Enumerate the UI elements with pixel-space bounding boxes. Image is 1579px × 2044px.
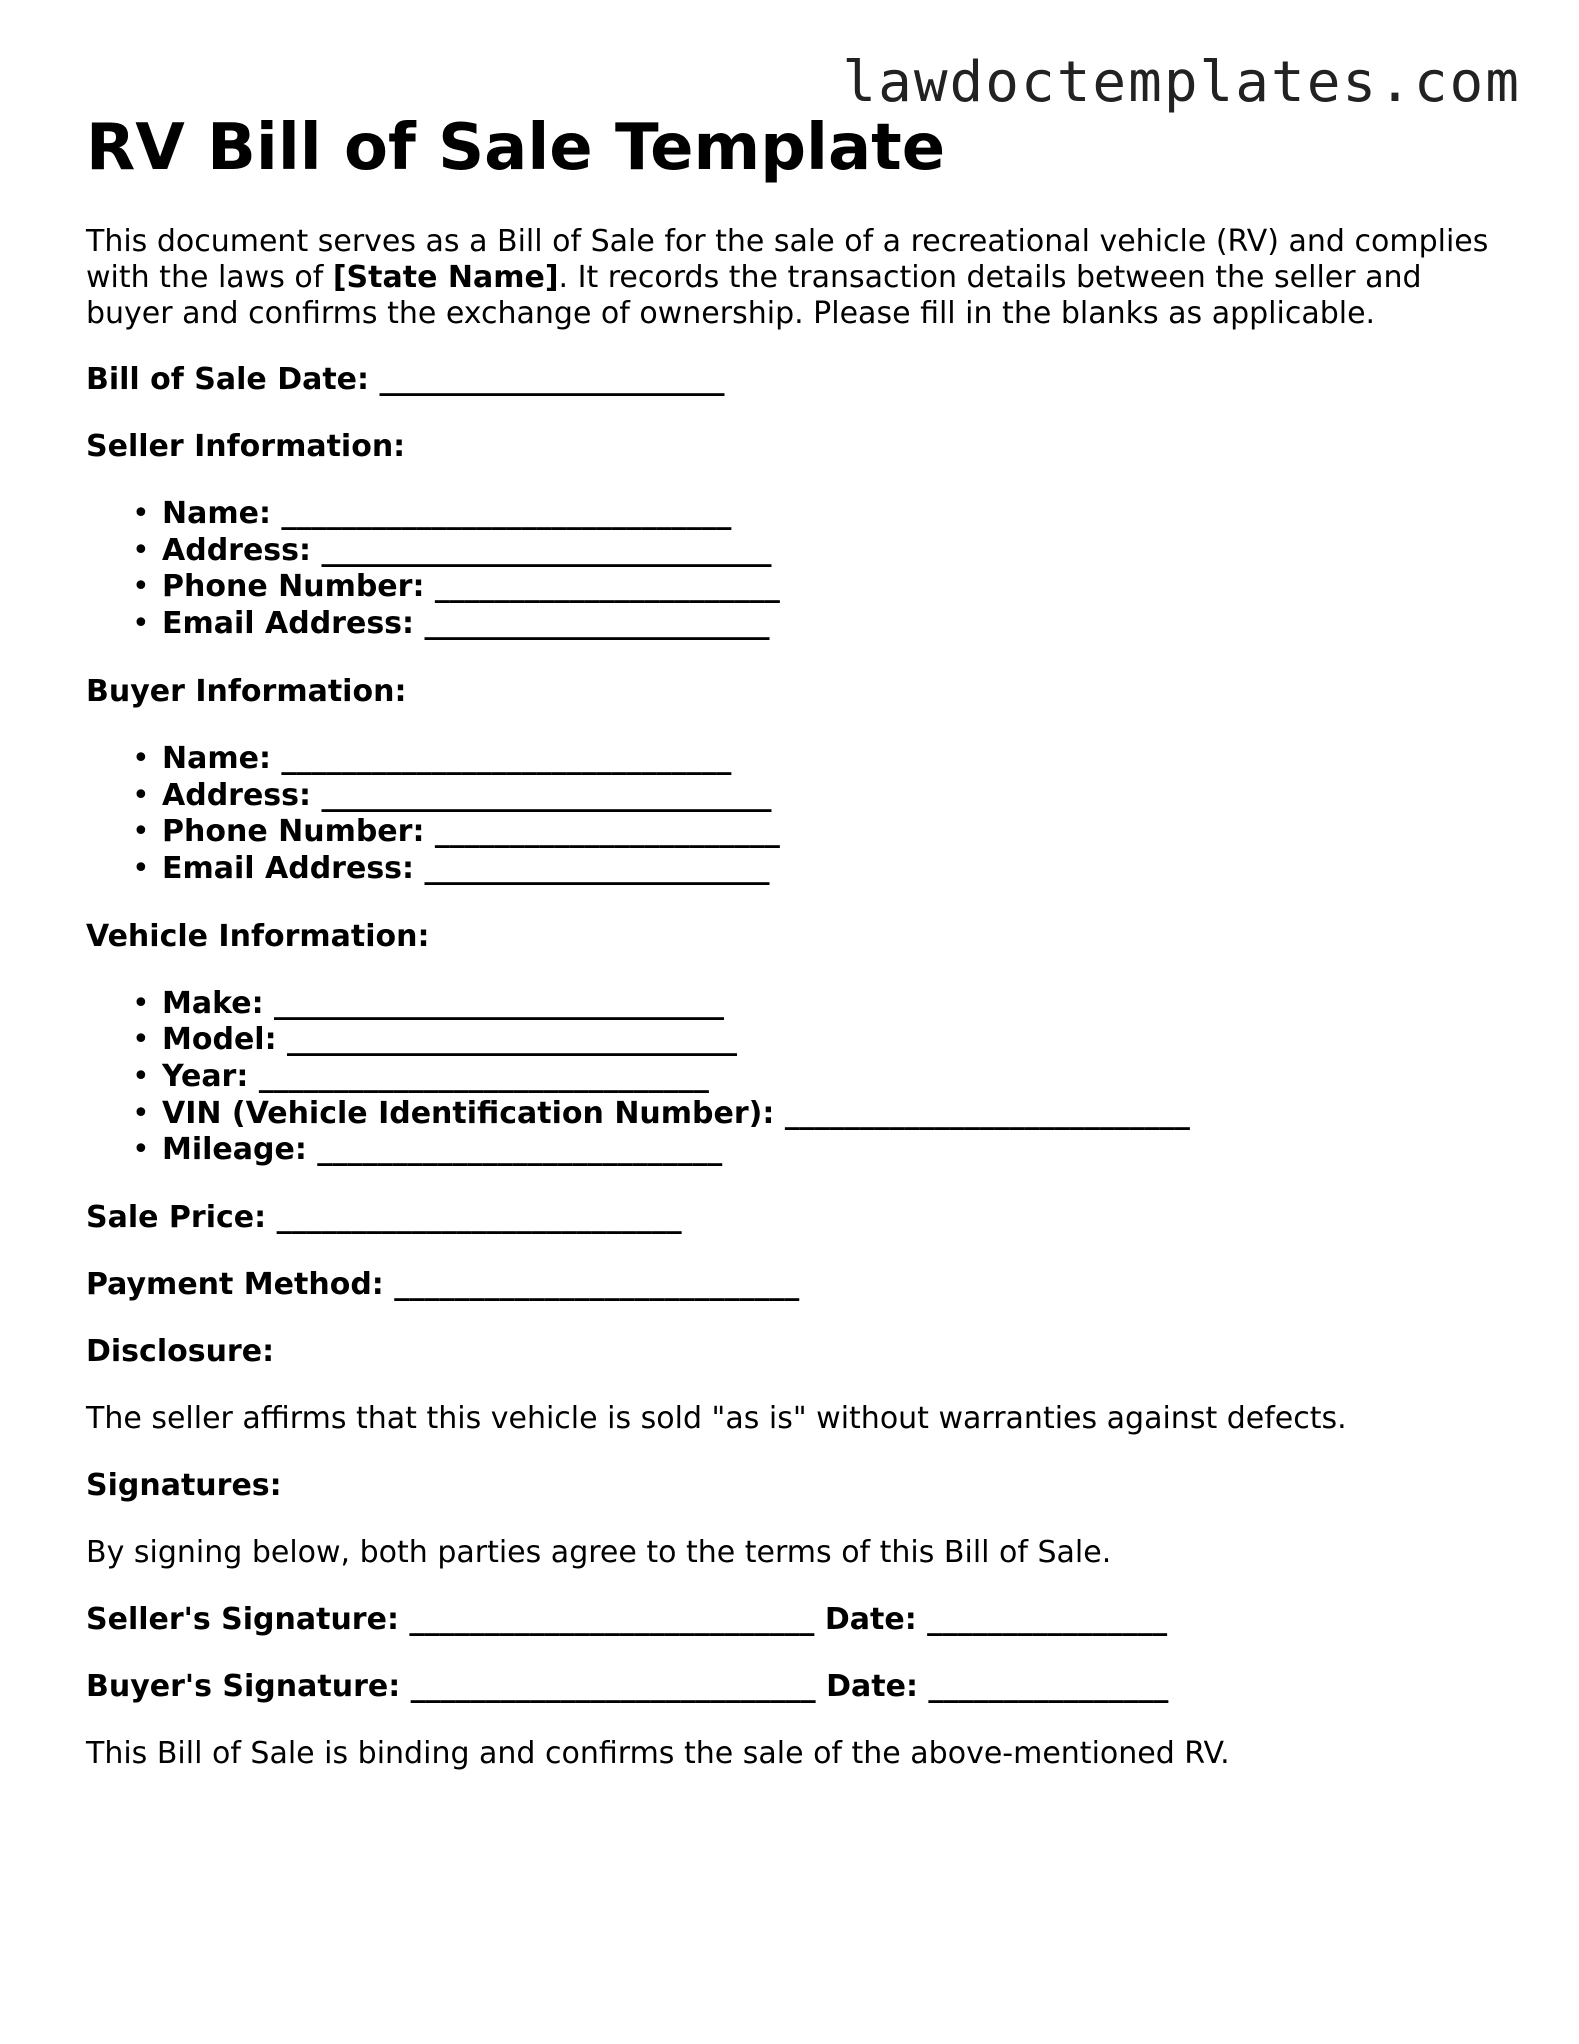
seller-address-label: Address: — [162, 532, 312, 568]
payment-method-label: Payment Method: — [86, 1267, 384, 1303]
state-name-placeholder[interactable]: [State Name] — [332, 260, 559, 295]
disclosure-heading: Disclosure: — [86, 1334, 275, 1370]
payment-method-line — [86, 1267, 1506, 1303]
buyer-heading: Buyer Information: — [86, 673, 407, 709]
disclosure-text: The seller affirms that this vehicle is sold "as is" without warranties against defects. — [86, 1401, 1347, 1437]
buyer-date-label: Date: — [826, 1669, 918, 1705]
vehicle-mileage-label: Mileage: — [162, 1132, 307, 1168]
buyer-signature-field[interactable]: ___________________________ — [410, 1669, 816, 1705]
buyer-phone-field[interactable]: _______________________ — [434, 814, 780, 850]
seller-date-label: Date: — [824, 1602, 917, 1638]
buyer-phone-item: • Phone Number: _______________________ — [132, 814, 780, 850]
vehicle-mileage-item: • Mileage: ___________________________ — [132, 1132, 723, 1168]
buyer-signature-line — [86, 1669, 1506, 1705]
seller-phone-field[interactable]: _______________________ — [434, 569, 780, 605]
sale-price-field[interactable]: ___________________________ — [276, 1200, 682, 1236]
vehicle-make-item: • Make: ______________________________ — [132, 985, 725, 1021]
payment-method-field[interactable]: ___________________________ — [394, 1267, 800, 1303]
buyer-address-field[interactable]: ______________________________ — [321, 777, 772, 813]
vehicle-year-field[interactable]: ______________________________ — [258, 1059, 709, 1095]
intro-paragraph — [86, 224, 1506, 332]
signatures-heading: Signatures: — [86, 1468, 282, 1504]
buyer-email-field[interactable]: _______________________ — [424, 850, 770, 886]
seller-address-item: • Address: ______________________________ — [132, 532, 772, 568]
seller-email-item: • Email Address: _______________________ — [132, 606, 770, 642]
seller-date-field[interactable]: ________________ — [927, 1602, 1168, 1638]
buyer-address-item: • Address: ______________________________ — [132, 777, 772, 813]
vehicle-fields — [86, 986, 1506, 1170]
seller-signature-label: Seller's Signature: — [86, 1602, 399, 1638]
buyer-phone-label: Phone Number: — [162, 814, 425, 850]
vehicle-year-item: • Year: ______________________________ — [132, 1059, 709, 1095]
bill-date-label: Bill of Sale Date: — [86, 362, 370, 397]
seller-name-item: • Name: ______________________________ — [132, 496, 732, 531]
vehicle-year-label: Year: — [162, 1059, 249, 1095]
seller-email-field[interactable]: _______________________ — [424, 606, 770, 642]
buyer-name-label: Name: — [162, 740, 271, 776]
document-page — [86, 108, 1506, 1772]
site-watermark: lawdoctemplates.com — [842, 50, 1521, 115]
buyer-email-item: • Email Address: _______________________ — [132, 850, 770, 886]
bill-date-field[interactable]: _______________________ — [379, 362, 725, 397]
vehicle-mileage-field[interactable]: ___________________________ — [317, 1132, 723, 1168]
seller-address-field[interactable]: ______________________________ — [321, 532, 772, 568]
vehicle-model-item: • Model: ______________________________ — [132, 1022, 738, 1058]
seller-phone-label: Phone Number: — [162, 569, 425, 605]
bill-date-line — [86, 362, 1506, 398]
buyer-date-field[interactable]: ________________ — [928, 1669, 1169, 1705]
closing-statement: This Bill of Sale is binding and confirms the sale of the above-mentioned RV. — [86, 1736, 1230, 1772]
vehicle-vin-label: VIN (Vehicle Identification Number): — [162, 1095, 775, 1131]
vehicle-heading: Vehicle Information: — [86, 918, 430, 954]
vehicle-make-field[interactable]: ______________________________ — [274, 985, 725, 1021]
buyer-signature-label: Buyer's Signature: — [86, 1669, 401, 1705]
sale-price-label: Sale Price: — [86, 1200, 267, 1236]
buyer-address-label: Address: — [162, 777, 312, 813]
vehicle-make-label: Make: — [162, 985, 264, 1021]
seller-signature-line — [86, 1602, 1506, 1638]
sale-price-line — [86, 1200, 1506, 1236]
seller-signature-field[interactable]: ___________________________ — [409, 1602, 815, 1638]
seller-phone-item: • Phone Number: _______________________ — [132, 569, 780, 605]
buyer-fields — [86, 741, 1506, 888]
seller-name-field[interactable]: ______________________________ — [281, 496, 732, 531]
vehicle-vin-field[interactable]: ___________________________ — [784, 1095, 1190, 1131]
seller-email-label: Email Address: — [162, 606, 415, 642]
seller-name-label: Name: — [162, 496, 271, 531]
buyer-email-label: Email Address: — [162, 850, 415, 886]
vehicle-model-field[interactable]: ______________________________ — [287, 1022, 738, 1058]
buyer-name-item: • Name: ______________________________ — [132, 740, 732, 776]
vehicle-vin-item: • VIN (Vehicle Identification Number): ___________________________ — [132, 1095, 1190, 1131]
intro-text-2: . It records the transaction details between the seller and buyer and confirms the exchange of ownership. Please fill in the blanks as applicable. — [86, 260, 1422, 331]
vehicle-model-label: Model: — [162, 1022, 277, 1058]
document-title: RV Bill of Sale Template — [86, 111, 946, 185]
buyer-name-field[interactable]: ______________________________ — [281, 740, 732, 776]
seller-fields — [86, 496, 1506, 643]
signatures-text: By signing below, both parties agree to the terms of this Bill of Sale. — [86, 1535, 1112, 1571]
intro-text-1: This document serves as a Bill of Sale for the sale of a recreational vehicle (RV) and complies with the laws of — [86, 224, 1489, 295]
seller-heading: Seller Information: — [86, 429, 406, 464]
